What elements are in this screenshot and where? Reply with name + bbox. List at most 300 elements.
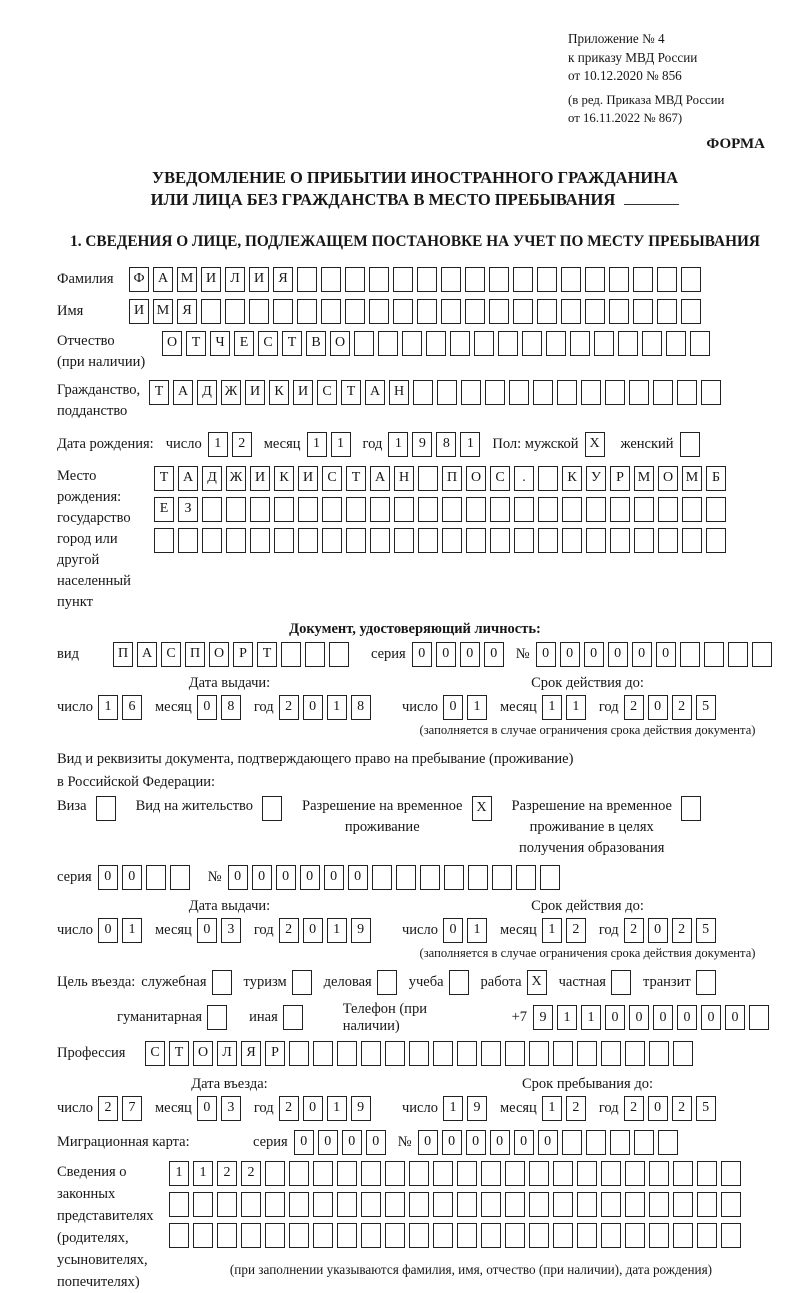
char-box: С <box>322 466 342 491</box>
char-box <box>509 380 529 405</box>
expiry-date-heading: Срок действия до: <box>531 674 644 691</box>
char-box <box>610 1130 630 1155</box>
char-box: 2 <box>279 695 299 720</box>
residence-issue-heading: Дата выдачи: <box>188 897 271 914</box>
expiry-day-boxes <box>443 695 491 720</box>
char-box <box>498 331 518 356</box>
issue-month-boxes <box>197 695 245 720</box>
day-label: число <box>402 1099 438 1116</box>
identity-doc-heading: Документ, удостоверяющий личность: <box>289 620 541 637</box>
char-box <box>361 1192 381 1217</box>
form-label: ФОРМА <box>706 135 765 152</box>
char-box: 0 <box>342 1130 362 1155</box>
representatives-block <box>57 1161 773 1293</box>
char-box: П <box>442 466 462 491</box>
char-box <box>721 1161 741 1186</box>
char-box: 5 <box>696 1096 716 1121</box>
char-box <box>666 331 686 356</box>
char-box: 0 <box>443 695 463 720</box>
char-box <box>169 1192 189 1217</box>
residence-issue-day-boxes <box>98 918 146 943</box>
year-label: год <box>598 1099 619 1116</box>
char-box <box>418 466 438 491</box>
char-box <box>466 497 486 522</box>
entry-date-heading: Дата въезда: <box>191 1075 268 1092</box>
char-box: 0 <box>197 918 217 943</box>
char-box: С <box>161 642 181 667</box>
char-box <box>653 380 673 405</box>
char-box: К <box>269 380 289 405</box>
char-box <box>281 642 301 667</box>
char-box: 1 <box>327 695 347 720</box>
edu-permit-label-line1: Разрешение на временное <box>511 797 672 814</box>
annotation-line: (в ред. Приказа МВД России <box>568 92 725 107</box>
birth-date-month-boxes <box>307 432 355 457</box>
char-box: 1 <box>467 918 487 943</box>
char-box: 0 <box>629 1005 649 1030</box>
char-box <box>481 1041 501 1066</box>
char-box: 0 <box>303 918 323 943</box>
form-title-line1: УВЕДОМЛЕНИЕ О ПРИБЫТИИ ИНОСТРАННОГО ГРАЖДАНИНА <box>151 167 679 187</box>
char-box <box>441 267 461 292</box>
char-box: Н <box>389 380 409 405</box>
char-box: 0 <box>366 1130 386 1155</box>
residence-series-boxes <box>98 865 194 890</box>
sex-label: Пол: мужской <box>492 435 579 452</box>
char-box: Р <box>233 642 253 667</box>
patronymic-row <box>57 331 773 373</box>
doc-type-boxes <box>113 642 353 667</box>
issue-day-boxes <box>98 695 146 720</box>
char-box <box>417 267 437 292</box>
char-box: 1 <box>98 695 118 720</box>
char-box <box>265 1223 285 1248</box>
char-box <box>433 1223 453 1248</box>
char-box <box>601 1223 621 1248</box>
sex-female-checkbox <box>680 432 704 457</box>
char-box <box>561 299 581 324</box>
entry-day-boxes <box>98 1096 146 1121</box>
sex-male-checkbox <box>585 432 609 457</box>
char-box: Т <box>149 380 169 405</box>
char-box: Е <box>234 331 254 356</box>
char-box <box>402 331 422 356</box>
doc-number-label: № <box>515 645 530 662</box>
visa-option <box>57 796 120 821</box>
char-box: Т <box>154 466 174 491</box>
option-label: служебная <box>141 973 207 990</box>
char-box: М <box>634 466 654 491</box>
residence-expiry-month-boxes <box>542 918 590 943</box>
char-box: 5 <box>696 695 716 720</box>
char-box: 0 <box>443 918 463 943</box>
temp-permit-checkbox <box>472 796 496 821</box>
purpose-row <box>57 970 773 995</box>
char-box <box>634 528 654 553</box>
char-box: И <box>245 380 265 405</box>
char-box <box>538 528 558 553</box>
char-box <box>298 528 318 553</box>
char-box <box>570 331 590 356</box>
char-box <box>466 528 486 553</box>
char-box <box>658 497 678 522</box>
char-box <box>465 299 485 324</box>
purpose-option <box>559 970 635 995</box>
char-box <box>633 267 653 292</box>
residence-number-boxes <box>228 865 564 890</box>
char-box <box>625 1041 645 1066</box>
char-box <box>394 497 414 522</box>
reps-boxes-row1 <box>169 1161 773 1186</box>
birth-date-row <box>57 432 773 457</box>
char-box <box>649 1192 669 1217</box>
char-box <box>706 528 726 553</box>
char-box <box>673 1223 693 1248</box>
char-box: 3 <box>221 918 241 943</box>
char-box <box>262 796 282 821</box>
surname-boxes <box>129 267 705 292</box>
birth-place-boxes-row2 <box>154 497 730 522</box>
title-underline <box>624 190 679 205</box>
birth-date-label: Дата рождения: <box>57 435 154 452</box>
birth-place-boxes-row3 <box>154 528 730 553</box>
visa-label: Виза <box>57 797 87 814</box>
reps-label-line5: усыновителях, <box>57 1251 148 1268</box>
char-box: О <box>162 331 182 356</box>
birth-date-month-label: месяц <box>263 435 301 452</box>
char-box <box>586 1130 606 1155</box>
char-box <box>605 380 625 405</box>
char-box: У <box>586 466 606 491</box>
char-box: 9 <box>351 1096 371 1121</box>
residence-doc-heading-line1: Вид и реквизиты документа, подтверждающего право на пребывание (проживание) <box>57 750 574 767</box>
char-box <box>337 1192 357 1217</box>
char-box <box>372 865 392 890</box>
char-box: 0 <box>412 642 432 667</box>
char-box <box>345 299 365 324</box>
form-title <box>57 167 773 211</box>
char-box: 2 <box>672 918 692 943</box>
char-box <box>370 528 390 553</box>
char-box <box>706 497 726 522</box>
edu-permit-checkbox <box>681 796 705 821</box>
char-box: 0 <box>318 1130 338 1155</box>
option-checkbox <box>611 970 635 995</box>
surname-label: Фамилия <box>57 270 114 287</box>
char-box <box>649 1041 669 1066</box>
char-box <box>442 528 462 553</box>
doc-series-boxes <box>412 642 508 667</box>
patronymic-boxes <box>162 331 714 356</box>
char-box: И <box>201 267 221 292</box>
purpose-row2 <box>57 1001 773 1035</box>
char-box <box>513 299 533 324</box>
char-box <box>540 865 560 890</box>
char-box <box>492 865 512 890</box>
char-box: О <box>466 466 486 491</box>
char-box <box>611 970 631 995</box>
char-box <box>490 497 510 522</box>
char-box: А <box>178 466 198 491</box>
char-box: Т <box>282 331 302 356</box>
char-box <box>418 528 438 553</box>
reps-boxes-row3 <box>169 1223 773 1248</box>
char-box: 0 <box>324 865 344 890</box>
char-box <box>420 865 440 890</box>
phone-label: Телефон (при наличии) <box>342 1000 427 1034</box>
char-box <box>673 1041 693 1066</box>
char-box: 0 <box>560 642 580 667</box>
char-box: Р <box>610 466 630 491</box>
char-box: 0 <box>584 642 604 667</box>
char-box <box>682 528 702 553</box>
option-checkbox <box>696 970 720 995</box>
char-box <box>377 970 397 995</box>
char-box <box>457 1223 477 1248</box>
birth-date-year-boxes <box>388 432 484 457</box>
char-box <box>704 642 724 667</box>
char-box: 0 <box>701 1005 721 1030</box>
char-box <box>178 528 198 553</box>
purpose-label: Цель въезда: <box>57 973 136 990</box>
char-box <box>274 528 294 553</box>
char-box: С <box>145 1041 165 1066</box>
char-box <box>681 796 701 821</box>
birth-place-row <box>57 466 773 613</box>
citizenship-boxes <box>149 380 725 405</box>
mc-series-label: серия <box>253 1133 288 1150</box>
char-box: С <box>317 380 337 405</box>
char-box <box>701 380 721 405</box>
char-box <box>697 1161 717 1186</box>
char-box: 1 <box>557 1005 577 1030</box>
char-box: Т <box>341 380 361 405</box>
char-box <box>274 497 294 522</box>
char-box <box>562 1130 582 1155</box>
char-box <box>417 299 437 324</box>
char-box <box>529 1041 549 1066</box>
char-box <box>241 1223 261 1248</box>
char-box: 1 <box>169 1161 189 1186</box>
birth-place-label3: город или другой <box>57 530 118 568</box>
char-box <box>322 497 342 522</box>
edu-permit-option <box>512 796 705 859</box>
doc-type-label: вид <box>57 645 79 662</box>
char-box: 0 <box>197 1096 217 1121</box>
residence-expiry-year-boxes <box>624 918 720 943</box>
char-box <box>370 497 390 522</box>
char-box <box>649 1223 669 1248</box>
annotation-line: Приложение № 4 <box>568 31 665 46</box>
char-box: С <box>258 331 278 356</box>
char-box <box>433 1041 453 1066</box>
char-box <box>553 1223 573 1248</box>
firstname-row <box>57 299 773 324</box>
char-box: 2 <box>98 1096 118 1121</box>
char-box <box>514 528 534 553</box>
purpose-option <box>324 970 401 995</box>
char-box <box>681 299 701 324</box>
char-box: 1 <box>208 432 228 457</box>
residence-doc-dates <box>57 898 773 961</box>
char-box: 0 <box>466 1130 486 1155</box>
char-box: 1 <box>327 1096 347 1121</box>
option-checkbox <box>212 970 236 995</box>
day-label: число <box>57 1099 93 1116</box>
reps-label-line1: Сведения о <box>57 1163 127 1180</box>
option-checkbox <box>283 1005 307 1030</box>
char-box: 1 <box>581 1005 601 1030</box>
char-box <box>481 1161 501 1186</box>
purpose-option <box>643 970 720 995</box>
char-box <box>697 1223 717 1248</box>
year-label: год <box>253 921 274 938</box>
char-box: 0 <box>348 865 368 890</box>
entry-stay-dates <box>57 1076 773 1121</box>
char-box: 1 <box>542 1096 562 1121</box>
char-box: 0 <box>303 1096 323 1121</box>
char-box <box>649 1161 669 1186</box>
char-box: И <box>293 380 313 405</box>
char-box: 0 <box>648 1096 668 1121</box>
char-box <box>409 1161 429 1186</box>
birth-date-day-label: число <box>165 435 202 452</box>
char-box: 2 <box>217 1161 237 1186</box>
char-box: 0 <box>656 642 676 667</box>
char-box <box>634 497 654 522</box>
char-box <box>533 380 553 405</box>
option-label: туризм <box>243 973 287 990</box>
char-box: И <box>129 299 149 324</box>
char-box <box>490 528 510 553</box>
char-box <box>461 380 481 405</box>
char-box: И <box>250 466 270 491</box>
char-box <box>721 1192 741 1217</box>
char-box <box>690 331 710 356</box>
char-box: Д <box>197 380 217 405</box>
char-box: Т <box>346 466 366 491</box>
char-box <box>305 642 325 667</box>
char-box <box>170 865 190 890</box>
char-box <box>337 1223 357 1248</box>
char-box: 0 <box>648 695 668 720</box>
char-box: С <box>490 466 510 491</box>
doc-series-label: серия <box>371 645 406 662</box>
day-label: число <box>402 698 438 715</box>
char-box <box>289 1192 309 1217</box>
char-box: М <box>682 466 702 491</box>
char-box: 0 <box>677 1005 697 1030</box>
char-box <box>437 380 457 405</box>
char-box <box>369 267 389 292</box>
char-box: 1 <box>542 695 562 720</box>
char-box: Т <box>257 642 277 667</box>
char-box <box>609 299 629 324</box>
char-box: X <box>527 970 547 995</box>
char-box <box>154 528 174 553</box>
stay-day-boxes <box>443 1096 491 1121</box>
firstname-label: Имя <box>57 302 84 319</box>
month-label: месяц <box>499 698 537 715</box>
char-box <box>633 299 653 324</box>
char-box <box>577 1223 597 1248</box>
char-box <box>481 1223 501 1248</box>
char-box <box>385 1192 405 1217</box>
issue-year-boxes <box>279 695 375 720</box>
char-box <box>346 497 366 522</box>
char-box <box>217 1192 237 1217</box>
char-box: Ж <box>221 380 241 405</box>
char-box <box>273 299 293 324</box>
residence-doc-heading <box>57 748 773 794</box>
char-box <box>629 380 649 405</box>
section1-heading: 1. СВЕДЕНИЯ О ЛИЦЕ, ПОДЛЕЖАЩЕМ ПОСТАНОВКЕ НА УЧЕТ ПО МЕСТУ ПРЕБЫВАНИЯ <box>70 232 760 250</box>
char-box <box>337 1041 357 1066</box>
entry-month-boxes <box>197 1096 245 1121</box>
char-box: 1 <box>443 1096 463 1121</box>
char-box <box>385 1223 405 1248</box>
char-box <box>609 267 629 292</box>
purpose-option <box>481 970 551 995</box>
char-box: Л <box>217 1041 237 1066</box>
char-box <box>313 1161 333 1186</box>
char-box <box>283 1005 303 1030</box>
char-box <box>393 299 413 324</box>
annotation-line: от 10.12.2020 № 856 <box>568 68 682 83</box>
char-box <box>537 267 557 292</box>
char-box <box>249 299 269 324</box>
char-box <box>680 432 700 457</box>
char-box <box>553 1161 573 1186</box>
char-box: 2 <box>279 918 299 943</box>
char-box <box>752 642 772 667</box>
char-box: 1 <box>193 1161 213 1186</box>
char-box <box>322 528 342 553</box>
purpose-option <box>244 970 316 995</box>
char-box <box>217 1223 237 1248</box>
day-label: число <box>57 698 93 715</box>
char-box <box>369 299 389 324</box>
residence-expiry-heading: Срок действия до: <box>531 897 644 914</box>
char-box: 1 <box>327 918 347 943</box>
char-box: 2 <box>672 695 692 720</box>
char-box: 1 <box>307 432 327 457</box>
char-box <box>289 1041 309 1066</box>
char-box <box>505 1161 525 1186</box>
char-box: Ж <box>226 466 246 491</box>
char-box <box>610 497 630 522</box>
char-box <box>313 1041 333 1066</box>
purpose-option <box>141 970 235 995</box>
purpose-option <box>249 1005 307 1030</box>
char-box: . <box>514 466 534 491</box>
char-box <box>610 528 630 553</box>
char-box <box>505 1041 525 1066</box>
char-box <box>457 1192 477 1217</box>
temp-permit-option <box>302 796 495 838</box>
year-label: год <box>598 698 619 715</box>
form-title-line2: ИЛИ ЛИЦА БЕЗ ГРАЖДАНСТВА В МЕСТО ПРЕБЫВАНИЯ <box>57 189 773 211</box>
char-box: 2 <box>566 1096 586 1121</box>
char-box: X <box>472 796 492 821</box>
char-box: 0 <box>725 1005 745 1030</box>
char-box: 9 <box>412 432 432 457</box>
char-box: 2 <box>279 1096 299 1121</box>
char-box <box>514 497 534 522</box>
option-label: деловая <box>323 973 372 990</box>
char-box <box>677 380 697 405</box>
char-box: К <box>562 466 582 491</box>
